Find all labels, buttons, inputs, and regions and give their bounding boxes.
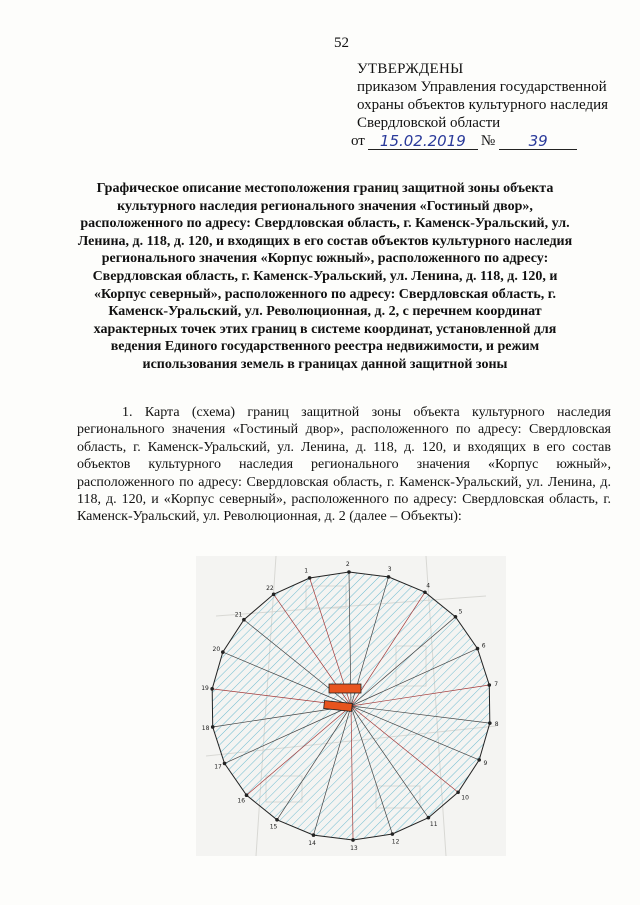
boundary-point-label: 4 — [426, 582, 431, 590]
boundary-point-label: 12 — [391, 838, 400, 846]
zone-map — [196, 556, 506, 856]
number-prefix: № — [480, 133, 496, 149]
boundary-point-label: 5 — [458, 608, 463, 616]
boundary-point — [454, 615, 458, 619]
boundary-point — [351, 838, 355, 842]
boundary-point — [391, 832, 395, 836]
boundary-point — [456, 790, 460, 794]
boundary-point-label: 16 — [237, 797, 246, 805]
date-prefix: от — [351, 133, 365, 149]
paragraph-1-text: 1. Карта (схема) границ защитной зоны объекта культурного наследия регионального значения «Гостиный двор», расположенного по адресу: Свердловская область, г. Каменск-Уральский, ул. Ленина, д. 118, д. 120, и входящих в его состав объектов культурного наследия регионального значения «Корпус южный», расположенного по адресу: Свердловская область, г. Каменск-Уральский, ул. Ленина, д. 118, д. 120, и «Корпус северный», расположенного по адресу: Свердловская область, г. Каменск-Уральский, ул. Революционная, д. 2 (далее – Объекты): — [77, 405, 611, 525]
boundary-point-label: 14 — [308, 839, 316, 847]
boundary-point — [210, 687, 214, 691]
boundary-point — [477, 758, 481, 762]
boundary-point-label: 3 — [387, 566, 392, 574]
boundary-point-label: 20 — [212, 646, 221, 653]
approval-heading: УТВЕРЖДЕНЫ — [357, 61, 464, 77]
zone-map-svg — [196, 556, 506, 856]
boundary-point — [487, 683, 491, 687]
approval-block — [351, 60, 627, 150]
boundary-point — [488, 721, 492, 725]
boundary-point — [245, 793, 249, 797]
boundary-point-label: 13 — [350, 845, 358, 852]
boundary-point-label: 7 — [494, 680, 499, 688]
page-number: 52 — [334, 35, 349, 51]
boundary-point — [221, 650, 225, 654]
handwritten-number: 39 — [499, 133, 577, 150]
boundary-point — [211, 725, 215, 729]
boundary-point — [242, 618, 246, 622]
approval-line-3: Свердловской области — [357, 115, 501, 131]
boundary-point-label: 15 — [269, 823, 278, 831]
boundary-point — [387, 575, 391, 579]
paragraph-1 — [77, 404, 611, 526]
document-title: Графическое описание местоположения границ защитной зоны объекта культурного наследия регионального значения «Гостиный двор», расположенного по адресу: Свердловская область, г. Каменск-Уральский, ул. Ленина, д. 118, д. 120, и входящих в его состав объектов культурного наследия регионального значения «Корпус южный», расположенного по адресу: Свердловская область, г. Каменск-Уральский, ул. Ленина, д. 118, д. 120, и «Корпус северный», расположенного по адресу: Свердловская область, г. Каменск-Уральский, ул. Революционная, д. 2, с перечнем координат характерных точек этих границ в системе координат, установленной для ведения Единого государственного реестра недвижимости, и режим использования земель в границах данной защитной зоны — [77, 181, 573, 372]
boundary-point — [272, 593, 276, 597]
boundary-point-label: 10 — [461, 794, 469, 802]
approval-line-1: приказом Управления государственной — [357, 79, 607, 95]
handwritten-date: 15.02.2019 — [368, 133, 478, 150]
boundary-point — [312, 833, 316, 837]
boundary-point-label: 11 — [429, 821, 438, 829]
boundary-point — [308, 576, 312, 580]
boundary-point — [423, 590, 427, 594]
approval-line-2: охраны объектов культурного наследия — [357, 97, 609, 113]
boundary-point — [476, 647, 480, 651]
boundary-point-label: 18 — [201, 725, 210, 733]
boundary-point — [223, 762, 227, 766]
boundary-point-label: 19 — [201, 684, 209, 692]
boundary-point — [427, 816, 431, 820]
boundary-point-label: 1 — [304, 567, 309, 575]
boundary-point — [347, 570, 351, 574]
boundary-point-label: 22 — [266, 584, 274, 592]
boundary-point-label: 17 — [214, 763, 222, 771]
approval-date-line — [351, 132, 627, 150]
boundary-point-label: 6 — [481, 642, 486, 650]
boundary-point — [275, 818, 279, 822]
object-north-building — [329, 684, 361, 693]
boundary-point-label: 9 — [483, 760, 488, 767]
boundary-point-label: 8 — [494, 721, 499, 729]
boundary-point-label: 2 — [345, 561, 350, 568]
boundary-point-label: 21 — [234, 611, 243, 619]
